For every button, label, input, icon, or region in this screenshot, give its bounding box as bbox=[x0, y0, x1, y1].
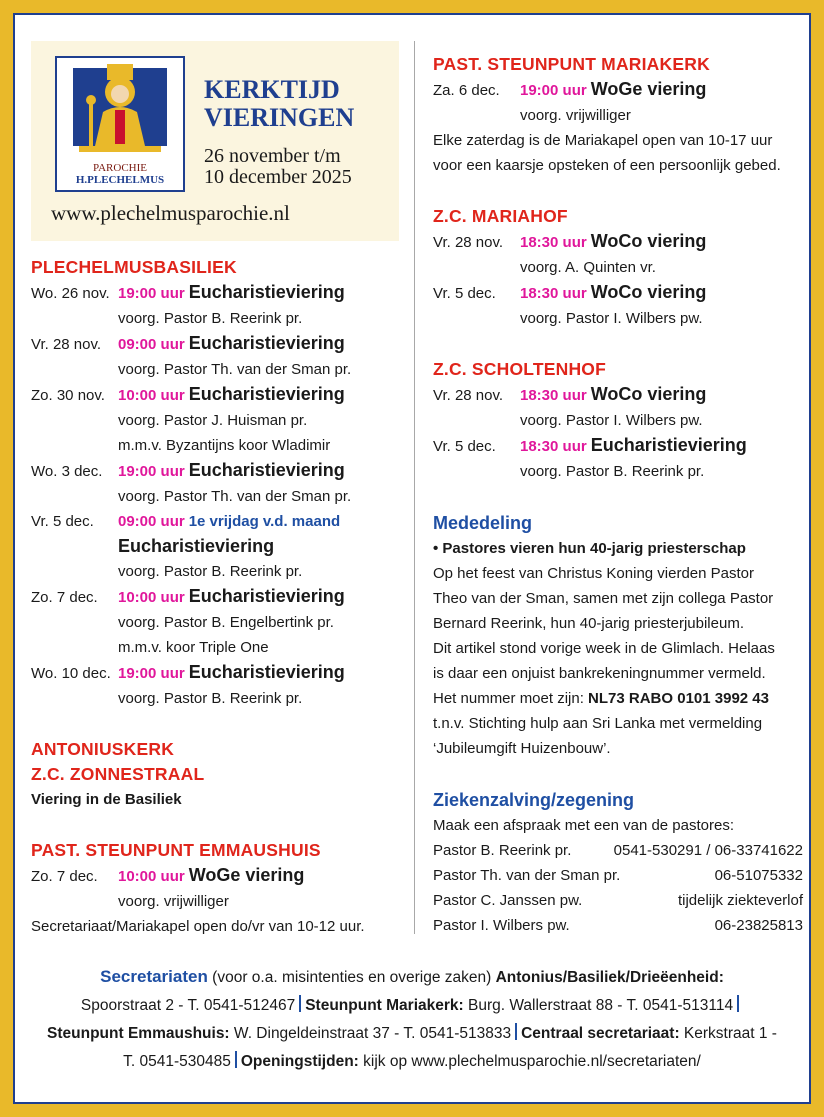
service-date: Vr. 5 dec. bbox=[433, 438, 496, 455]
contact-row bbox=[433, 863, 803, 888]
contact-name: Pastor I. Wilbers pw. bbox=[433, 917, 570, 934]
service-row bbox=[31, 458, 403, 484]
section-heading-mededeling: Mededeling bbox=[433, 513, 533, 533]
service-date: Wo. 10 dec. bbox=[31, 665, 111, 682]
section-heading-plechelmusbasiliek: PLECHELMUSBASILIEK bbox=[31, 257, 237, 277]
service-type: WoGe viering bbox=[188, 865, 305, 885]
service-officiant: voorg. Pastor I. Wilbers pw. bbox=[520, 310, 703, 327]
title-line-1: KERKTIJD bbox=[204, 75, 340, 104]
date-range-line-2: 10 december 2025 bbox=[204, 166, 352, 188]
service-type: WoCo viering bbox=[590, 231, 707, 251]
service-row bbox=[31, 584, 403, 610]
logo-caption bbox=[57, 162, 183, 186]
service-time: 09:00 uur bbox=[118, 513, 185, 530]
service-date: Vr. 5 dec. bbox=[433, 285, 496, 302]
mededeling-account-line bbox=[433, 686, 803, 711]
footer-secretariaten bbox=[32, 963, 792, 1076]
service-type: Eucharistieviering bbox=[188, 460, 345, 480]
service-time: 10:00 uur bbox=[118, 387, 185, 404]
contact-row bbox=[433, 838, 803, 863]
service-time: 19:00 uur bbox=[118, 665, 185, 682]
section-spacer bbox=[433, 484, 803, 510]
service-time: 10:00 uur bbox=[118, 868, 185, 885]
service-type: Eucharistieviering bbox=[188, 282, 345, 302]
service-row bbox=[433, 280, 803, 306]
service-officiant: voorg. vrijwilliger bbox=[520, 107, 631, 124]
service-officiant: voorg. Pastor J. Huisman pr. bbox=[118, 412, 308, 429]
service-type: WoCo viering bbox=[590, 282, 707, 302]
mededeling-line: Theo van der Sman, samen met zijn collega Pastor bbox=[433, 590, 774, 607]
footer-cs-address: Kerkstraat 1 - bbox=[679, 1025, 777, 1042]
section-spacer bbox=[31, 711, 403, 737]
service-row bbox=[31, 280, 403, 306]
service-row bbox=[31, 660, 403, 686]
logo-line-2: H.PLECHELMUS bbox=[75, 174, 165, 186]
title-line-2: VIERINGEN bbox=[204, 103, 355, 132]
service-date: Za. 6 dec. bbox=[433, 82, 500, 99]
service-type: WoCo viering bbox=[590, 384, 707, 404]
contact-phone: 0541-530291 / 06-33741622 bbox=[613, 842, 803, 859]
section-spacer bbox=[433, 761, 803, 787]
footer-line-1 bbox=[32, 963, 792, 992]
footer-em-address: W. Dingeldeinstraat 37 - T. 0541-513833 bbox=[229, 1025, 512, 1042]
mededeling-line: Op het feest van Christus Koning vierden Pastor bbox=[433, 565, 755, 582]
section-spacer bbox=[433, 331, 803, 357]
section-heading-zonnestraal: Z.C. ZONNESTRAAL bbox=[31, 764, 205, 784]
service-officiant: voorg. Pastor Th. van der Sman pr. bbox=[118, 361, 352, 378]
website-link[interactable]: www.plechelmusparochie.nl bbox=[51, 201, 290, 225]
service-time: 18:30 uur bbox=[520, 234, 587, 251]
column-divider bbox=[414, 41, 415, 934]
antoniuskerk-note: Viering in de Basiliek bbox=[31, 791, 182, 808]
footer-line-3 bbox=[32, 1020, 792, 1048]
contact-name: Pastor C. Janssen pw. bbox=[433, 892, 583, 909]
footer-mk-address: Burg. Wallerstraat 88 - T. 0541-513114 bbox=[463, 997, 734, 1014]
footer-note: (voor o.a. misintenties en overige zaken) bbox=[207, 969, 496, 986]
service-row bbox=[31, 509, 403, 534]
mariakerk-note-1: Elke zaterdag is de Mariakapel open van 10-17 uur bbox=[433, 132, 773, 149]
mariakerk-note-2: voor een kaarsje opsteken of een persoonlijk gebed. bbox=[433, 157, 781, 174]
service-special: 1e vrijdag v.d. maand bbox=[188, 513, 341, 530]
service-time: 19:00 uur bbox=[118, 285, 185, 302]
service-row bbox=[31, 863, 403, 889]
mededeling-bullet: • Pastores vieren hun 40-jarig priesterschap bbox=[433, 540, 746, 557]
service-row bbox=[433, 382, 803, 408]
footer-ot-text[interactable]: kijk op www.plechelmusparochie.nl/secretariaten/ bbox=[358, 1053, 701, 1070]
right-column bbox=[433, 52, 803, 938]
separator-bar bbox=[737, 995, 739, 1012]
footer-heading: Secretariaten bbox=[100, 967, 208, 986]
service-date: Wo. 3 dec. bbox=[31, 463, 103, 480]
contact-phone: 06-23825813 bbox=[714, 917, 803, 934]
service-date: Vr. 28 nov. bbox=[433, 234, 504, 251]
service-officiant: voorg. vrijwilliger bbox=[118, 893, 229, 910]
service-row bbox=[433, 229, 803, 255]
service-type: WoGe viering bbox=[590, 79, 707, 99]
service-officiant: voorg. Pastor B. Reerink pr. bbox=[118, 310, 303, 327]
service-officiant: voorg. Pastor I. Wilbers pw. bbox=[520, 412, 703, 429]
service-type: Eucharistieviering bbox=[188, 384, 345, 404]
left-column bbox=[31, 255, 403, 939]
account-prefix: Het nummer moet zijn: bbox=[433, 690, 589, 707]
section-heading-ziekenzalving: Ziekenzalving/zegening bbox=[433, 790, 635, 810]
page-title bbox=[204, 76, 354, 132]
service-date: Zo. 7 dec. bbox=[31, 589, 98, 606]
service-date: Wo. 26 nov. bbox=[31, 285, 110, 302]
logo-line-1: PAROCHIE bbox=[93, 162, 147, 174]
contact-name: Pastor B. Reerink pr. bbox=[433, 842, 572, 859]
service-officiant: voorg. Pastor B. Engelbertink pr. bbox=[118, 614, 334, 631]
section-heading-mariahof: Z.C. MARIAHOF bbox=[433, 206, 568, 226]
separator-bar bbox=[515, 1023, 517, 1040]
footer-ot-label: Openingstijden: bbox=[240, 1053, 359, 1070]
section-heading-mariakerk: PAST. STEUNPUNT MARIAKERK bbox=[433, 54, 710, 74]
footer-cs-phone: T. 0541-530485 bbox=[123, 1053, 231, 1070]
footer-ab-label: Antonius/Basiliek/Drieëenheid: bbox=[495, 969, 724, 986]
section-heading-emmaushuis: PAST. STEUNPUNT EMMAUSHUIS bbox=[31, 840, 321, 860]
service-time: 19:00 uur bbox=[118, 463, 185, 480]
service-extra: m.m.v. koor Triple One bbox=[118, 639, 269, 656]
footer-em-label: Steunpunt Emmaushuis: bbox=[47, 1025, 230, 1042]
service-officiant: voorg. Pastor B. Reerink pr. bbox=[520, 463, 705, 480]
service-row bbox=[31, 382, 403, 408]
separator-bar bbox=[299, 995, 301, 1012]
mededeling-tnv: t.n.v. Stichting hulp aan Sri Lanka met vermelding bbox=[433, 715, 763, 732]
emmaushuis-note: Secretariaat/Mariakapel open do/vr van 10-12 uur. bbox=[31, 918, 365, 935]
section-spacer bbox=[433, 178, 803, 204]
service-officiant: voorg. Pastor B. Reerink pr. bbox=[118, 563, 303, 580]
service-row bbox=[31, 331, 403, 357]
service-date: Vr. 28 nov. bbox=[31, 336, 102, 353]
service-row bbox=[433, 433, 803, 459]
mededeling-line: Dit artikel stond vorige week in de Glimlach. Helaas bbox=[433, 640, 775, 657]
service-date: Vr. 5 dec. bbox=[31, 513, 94, 530]
contact-row bbox=[433, 913, 803, 938]
service-date: Zo. 7 dec. bbox=[31, 868, 98, 885]
service-time: 18:30 uur bbox=[520, 387, 587, 404]
footer-mk-label: Steunpunt Mariakerk: bbox=[305, 997, 464, 1014]
service-date: Vr. 28 nov. bbox=[433, 387, 504, 404]
date-range-line-1: 26 november t/m bbox=[204, 145, 341, 167]
service-officiant: voorg. Pastor B. Reerink pr. bbox=[118, 690, 303, 707]
service-row bbox=[433, 77, 803, 103]
service-time: 18:30 uur bbox=[520, 438, 587, 455]
date-range bbox=[204, 146, 352, 188]
footer-cs-label: Centraal secretariaat: bbox=[521, 1025, 680, 1042]
ziekenzalving-intro: Maak een afspraak met een van de pastores: bbox=[433, 817, 735, 834]
service-type: Eucharistieviering bbox=[590, 435, 747, 455]
service-time: 18:30 uur bbox=[520, 285, 587, 302]
service-type: Eucharistieviering bbox=[188, 586, 345, 606]
service-type: Eucharistieviering bbox=[118, 536, 275, 556]
service-time: 09:00 uur bbox=[118, 336, 185, 353]
contact-phone: tijdelijk ziekteverlof bbox=[677, 892, 803, 909]
footer-ab-address: Spoorstraat 2 - T. 0541-512467 bbox=[80, 997, 296, 1014]
service-time: 19:00 uur bbox=[520, 82, 587, 99]
contact-row bbox=[433, 888, 803, 913]
service-extra: m.m.v. Byzantijns koor Wladimir bbox=[118, 437, 331, 454]
mededeling-gift: ‘Jubileumgift Huizenbouw’. bbox=[433, 740, 611, 757]
footer-line-4 bbox=[32, 1048, 792, 1076]
section-spacer bbox=[31, 812, 403, 838]
bank-account-number: NL73 RABO 0101 3992 43 bbox=[588, 690, 769, 707]
service-type: Eucharistieviering bbox=[188, 333, 345, 353]
mededeling-line: is daar een onjuist bankrekeningnummer vermeld. bbox=[433, 665, 766, 682]
contact-phone: 06-51075332 bbox=[714, 867, 803, 884]
service-time: 10:00 uur bbox=[118, 589, 185, 606]
section-heading-scholtenhof: Z.C. SCHOLTENHOF bbox=[433, 359, 607, 379]
mededeling-line: Bernard Reerink, hun 40-jarig priesterjubileum. bbox=[433, 615, 744, 632]
separator-bar bbox=[235, 1051, 237, 1068]
service-date: Zo. 30 nov. bbox=[31, 387, 105, 404]
contact-name: Pastor Th. van der Sman pr. bbox=[433, 867, 621, 884]
service-officiant: voorg. Pastor Th. van der Sman pr. bbox=[118, 488, 352, 505]
service-type: Eucharistieviering bbox=[188, 662, 345, 682]
service-officiant: voorg. A. Quinten vr. bbox=[520, 259, 656, 276]
parish-logo bbox=[55, 56, 185, 192]
section-heading-antoniuskerk: ANTONIUSKERK bbox=[31, 739, 175, 759]
footer-line-2 bbox=[32, 992, 792, 1020]
